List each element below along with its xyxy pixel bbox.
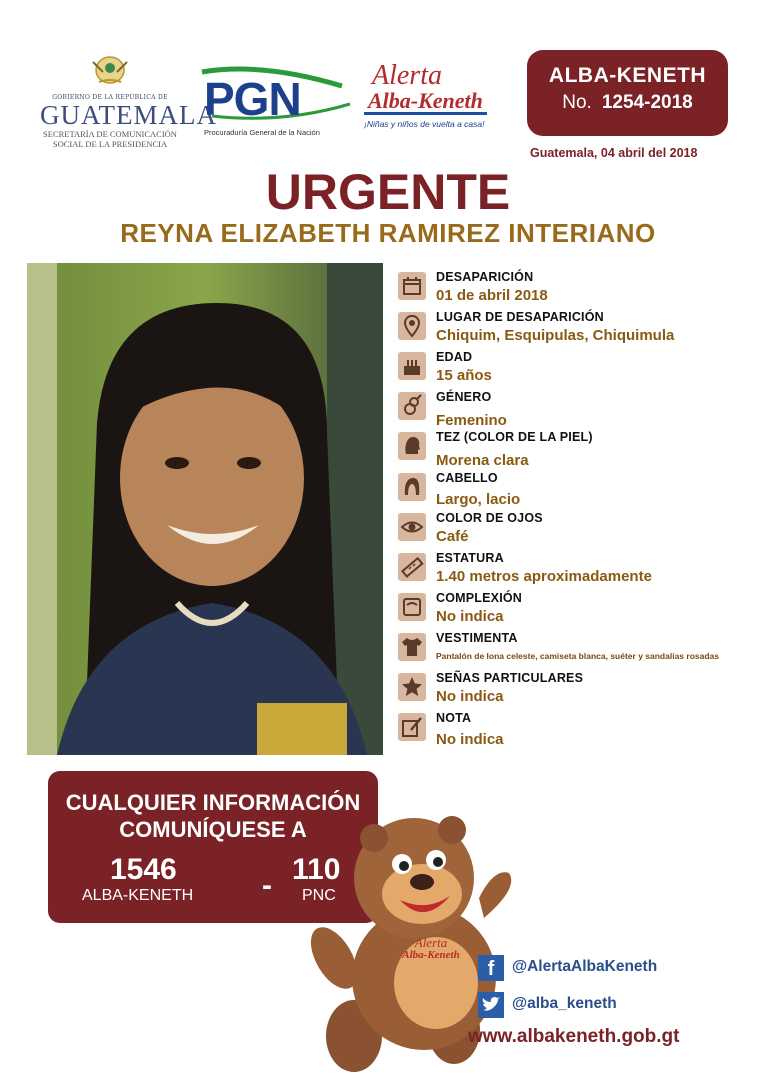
- detail-value: No indica: [436, 608, 504, 625]
- eye-icon: [398, 513, 426, 541]
- detail-value: 15 años: [436, 367, 492, 384]
- detail-label: EDAD: [436, 350, 473, 364]
- detail-value: No indica: [436, 731, 504, 748]
- detail-label: VESTIMENTA: [436, 631, 518, 645]
- facebook-icon: f: [478, 955, 504, 981]
- website-link[interactable]: www.albakeneth.gob.gt: [468, 1026, 680, 1047]
- bear-badge-line2: Alba-Keneth: [402, 949, 460, 961]
- detail-value: Chiquim, Esquipulas, Chiquimula: [436, 327, 675, 344]
- detail-label: CABELLO: [436, 471, 498, 485]
- case-no-label: No.: [562, 92, 592, 113]
- head-icon: [398, 432, 426, 460]
- detail-row-tez: [398, 430, 768, 468]
- pgn-caption: Procuraduría General de la Nación: [204, 128, 320, 137]
- facebook-link[interactable]: [478, 955, 738, 983]
- detail-row-senas: [398, 671, 768, 709]
- person-photo: [27, 263, 383, 755]
- gob-line1: GOBIERNO DE LA REPÚBLICA DE: [52, 94, 168, 101]
- detail-value: Café: [436, 528, 469, 545]
- detail-value: 1.40 metros aproximadamente: [436, 568, 652, 585]
- alerta-word: Alerta: [372, 60, 442, 91]
- facebook-handle[interactable]: @AlertaAlbaKeneth: [512, 958, 658, 975]
- contact-heading-1: CUALQUIER INFORMACIÓN: [65, 790, 361, 815]
- shirt-icon: [398, 633, 426, 661]
- gender-icon: [398, 392, 426, 420]
- detail-label: COLOR DE OJOS: [436, 511, 543, 525]
- detail-value: Largo, lacio: [436, 491, 521, 508]
- twitter-link[interactable]: [478, 992, 738, 1020]
- issue-date: Guatemala, 04 abril del 2018: [530, 146, 698, 160]
- detail-row-desaparicion: [398, 270, 768, 308]
- photo-illustration: [27, 263, 383, 755]
- twitter-handle[interactable]: @alba_keneth: [512, 995, 617, 1012]
- detail-label: NOTA: [436, 711, 472, 725]
- alerta-tagline: ¡Niñas y niños de vuelta a casa!: [364, 119, 485, 129]
- gob-line4: SOCIAL DE LA PRESIDENCIA: [52, 139, 168, 149]
- detail-value: Femenino: [436, 412, 507, 429]
- pgn-logo: [192, 64, 352, 144]
- detail-value: Morena clara: [436, 452, 529, 469]
- location-pin-icon: [398, 312, 426, 340]
- detail-row-cabello: [398, 471, 768, 509]
- cake-icon: [398, 352, 426, 380]
- calendar-icon: [398, 272, 426, 300]
- phone-alba-keneth[interactable]: 1546: [110, 853, 177, 886]
- note-icon: [398, 713, 426, 741]
- case-title: ALBA-KENETH: [548, 64, 707, 87]
- contact-dash: -: [262, 869, 272, 902]
- scale-icon: [398, 593, 426, 621]
- twitter-icon: [478, 992, 504, 1018]
- gob-line3: SECRETARÍA DE COMUNICACIÓN: [43, 129, 177, 139]
- detail-row-nota: [398, 711, 768, 749]
- detail-row-estatura: [398, 551, 768, 589]
- detail-label: COMPLEXIÓN: [436, 591, 523, 605]
- phone-pnc[interactable]: 110: [292, 853, 341, 886]
- contact-heading-2: COMUNÍQUESE A: [119, 817, 307, 842]
- phone-alba-keneth-label: ALBA-KENETH: [82, 887, 194, 904]
- gobierno-guatemala-logo: [40, 52, 217, 152]
- detail-row-complexion: [398, 591, 768, 629]
- detail-label: SEÑAS PARTICULARES: [436, 671, 584, 685]
- case-number-line: [527, 92, 728, 114]
- pgn-wordmark: PGN: [204, 73, 301, 125]
- detail-label: GÉNERO: [436, 390, 492, 404]
- urgent-title: URGENTE: [265, 164, 511, 220]
- detail-value: 01 de abril 2018: [436, 287, 548, 304]
- gob-country: GUATEMALA: [40, 100, 217, 130]
- person-name: REYNA ELIZABETH RAMIREZ INTERIANO: [120, 218, 656, 248]
- detail-row-genero: [398, 390, 768, 428]
- detail-label: TEZ (COLOR DE LA PIEL): [436, 430, 593, 444]
- case-number-badge: [527, 50, 728, 136]
- bear-badge: [396, 936, 466, 961]
- bear-badge-line1: Alerta: [414, 935, 448, 950]
- detail-row-vestimenta: [398, 631, 768, 669]
- alba-keneth-word: Alba-Keneth: [364, 90, 487, 115]
- detail-label: ESTATURA: [436, 551, 504, 565]
- detail-label: LUGAR DE DESAPARICIÓN: [436, 310, 604, 324]
- case-number: 1254-2018: [601, 92, 693, 113]
- hair-icon: [398, 473, 426, 501]
- phone-pnc-label: PNC: [302, 887, 336, 904]
- detail-label: DESAPARICIÓN: [436, 270, 534, 284]
- detail-row-edad: [398, 350, 768, 388]
- detail-value: Pantalón de lona celeste, camiseta blanca, suéter y sandalias rosadas: [436, 651, 719, 661]
- coat-of-arms-icon: [87, 52, 133, 86]
- star-icon: [398, 673, 426, 701]
- alerta-alba-keneth-logo: [364, 62, 514, 142]
- detail-row-lugar: [398, 310, 768, 348]
- detail-row-ojos: [398, 511, 768, 549]
- detail-value: No indica: [436, 688, 504, 705]
- ruler-icon: [398, 553, 426, 581]
